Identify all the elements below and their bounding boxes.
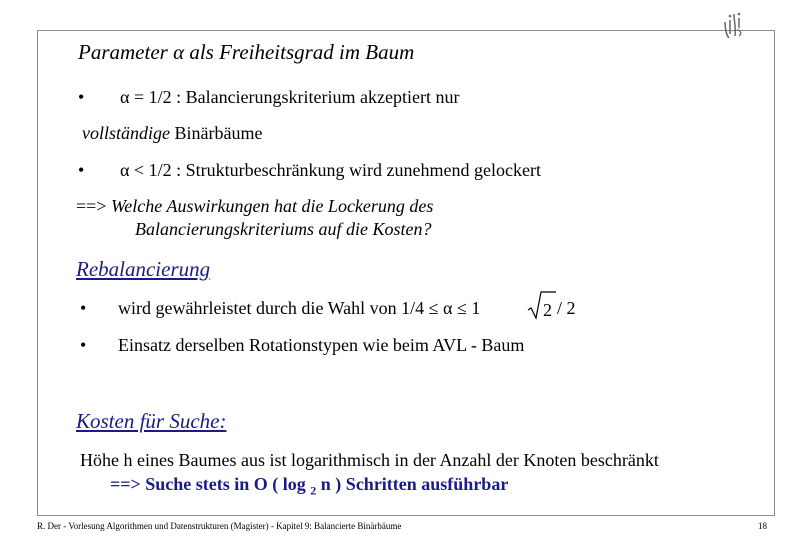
bullet-marker: •	[80, 298, 87, 318]
question-line1	[76, 196, 433, 217]
sqrt-icon	[526, 290, 556, 320]
cost-line2	[110, 474, 508, 499]
question-arrow: ==>	[76, 196, 107, 216]
section-rebalancierung: Rebalancierung	[76, 257, 211, 281]
logo-icon	[721, 10, 745, 42]
bullet2-text: α < 1/2 : Strukturbeschränkung wird zunehmend gelockert	[120, 160, 541, 180]
sqrt-radicand: 2	[543, 300, 552, 320]
cost-before: Suche stets in O ( log	[140, 474, 311, 494]
bullet1-rest: Binärbäume	[170, 123, 263, 143]
page-number: 18	[758, 521, 767, 531]
reb-item2-text: Einsatz derselben Rotationstypen wie beim AVL - Baum	[118, 335, 525, 355]
section-kosten: Kosten für Suche:	[76, 409, 227, 433]
bullet1-continuation	[82, 123, 262, 144]
cost-after: n ) Schritten ausführbar	[316, 474, 509, 494]
bullet-marker: •	[78, 160, 85, 180]
cost-arrow: ==>	[110, 474, 141, 494]
reb-item1-formula-rest: / 2	[557, 298, 576, 318]
bullet1-italic: vollständige	[82, 123, 170, 143]
cost-line1: Höhe h eines Baumes aus ist logarithmisch in der Anzahl der Knoten beschränkt	[80, 450, 659, 470]
bullet1-text: α = 1/2 : Balancierungskriterium akzeptiert nur	[120, 87, 460, 107]
question-text1: Welche Auswirkungen hat die Lockerung des	[106, 196, 434, 216]
slide-title: Parameter α als Freiheitsgrad im Baum	[78, 40, 415, 64]
cost-sub: 2	[310, 483, 317, 498]
question-line2: Balancierungskriteriums auf die Kosten?	[135, 219, 432, 239]
reb-item1-text: wird gewährleistet durch die Wahl von 1/4 ≤ α ≤ 1	[118, 298, 481, 318]
footer-text: R. Der - Vorlesung Algorithmen und Datenstrukturen (Magister) - Kapitel 9: Balancierte Binärbäume	[37, 521, 402, 531]
bullet-marker: •	[78, 87, 85, 107]
bullet-marker: •	[80, 335, 87, 355]
